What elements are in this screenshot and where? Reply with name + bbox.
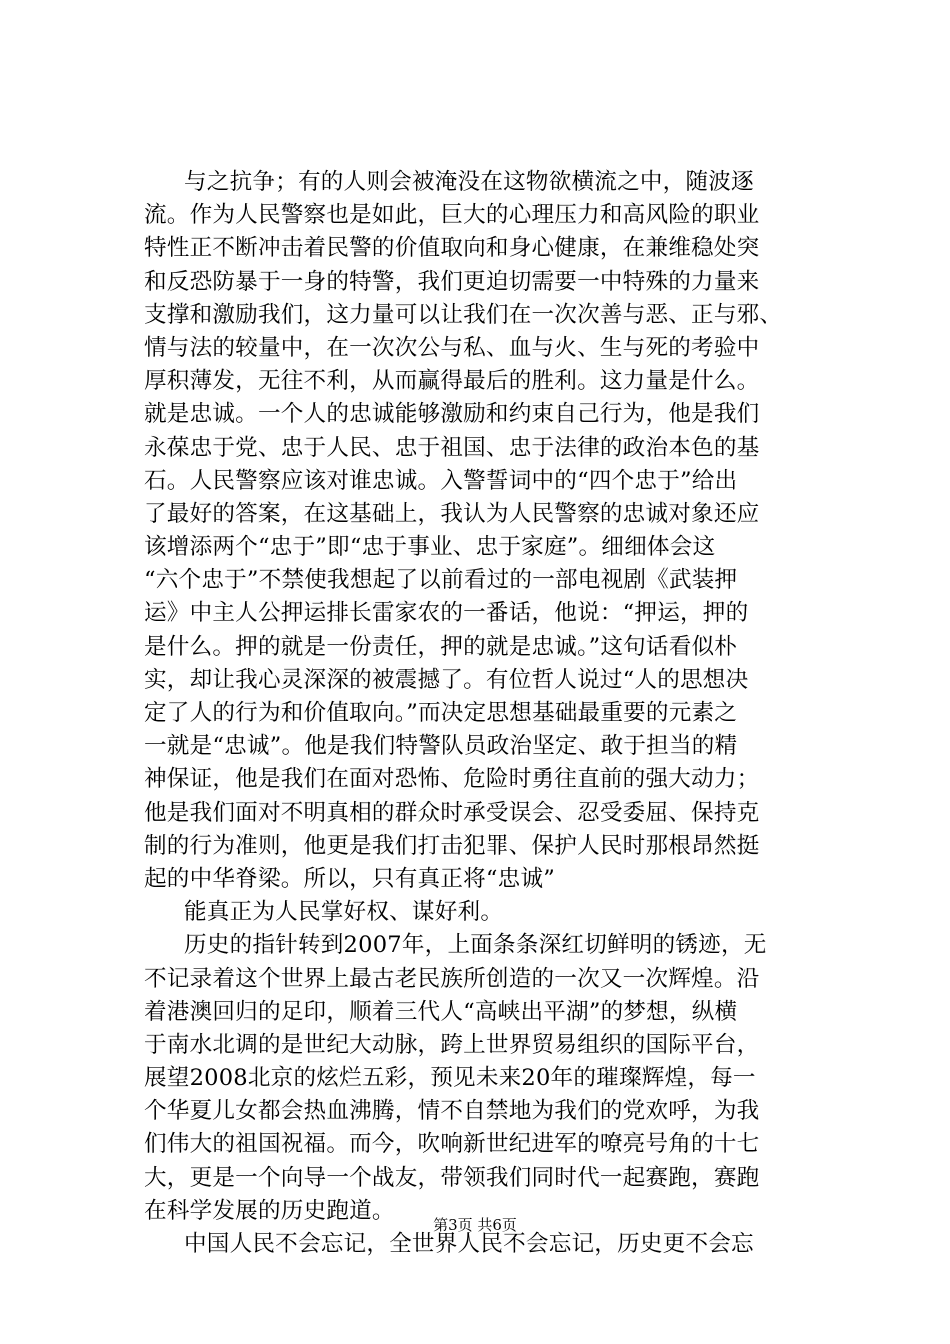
text-line: 特性正不断冲击着民警的价值取向和身心健康，在兼维稳处突 (144, 235, 760, 262)
text-line: 厚积薄发，无往不利，从而赢得最后的胜利。这力量是什么。 (144, 368, 760, 395)
text-line: 流。作为人民警察也是如此，巨大的心理压力和高风险的职业 (144, 202, 760, 229)
text-line: 不记录着这个世界上最古老民族所创造的一次又一次辉煌。沿 (144, 965, 760, 992)
text-line: 是什么。押的就是一份责任，押的就是忠诚。”这句话看似朴 (144, 633, 738, 660)
text-line: 神保证，他是我们在面对恐怖、危险时勇往直前的强大动力； (144, 766, 760, 793)
text-line: 个华夏儿女都会热血沸腾，情不自禁地为我们的党欢呼，为我 (144, 1098, 760, 1125)
text-line: 中国人民不会忘记，全世界人民不会忘记，历史更不会忘 (184, 1231, 754, 1257)
text-line: 能真正为人民掌好权、谋好利。 (184, 899, 504, 926)
text-line: 就是忠诚。一个人的忠诚能够激励和约束自己行为，他是我们 (144, 401, 760, 428)
text-line: 他是我们面对不明真相的群众时承受误会、忍受委屈、保持克 (144, 799, 760, 826)
text-line: 支撑和激励我们，这力量可以让我们在一次次善与恶、正与邪、 (144, 301, 783, 328)
text-line: 永葆忠于党、忠于人民、忠于祖国、忠于法律的政治本色的基 (144, 434, 760, 461)
text-line: 制的行为准则，他更是我们打击犯罪、保护人民时那根昂然挺 (144, 832, 760, 859)
text-line: 历史的指针转到2007年，上面条条深红切鲜明的锈迹，无 (184, 932, 767, 959)
text-line: 和反恐防暴于一身的特警，我们更迫切需要一中特殊的力量来 (144, 268, 760, 295)
text-line: 情与法的较量中，在一次次公与私、血与火、生与死的考验中 (144, 334, 760, 361)
text-line: 实，却让我心灵深深的被震撼了。有位哲人说过“人的思想决 (144, 666, 749, 693)
text-line: 该增添两个“忠于”即“忠于事业、忠于家庭”。细细体会这 (144, 534, 716, 561)
text-line: 一就是“忠诚”。他是我们特警队员政治坚定、敢于担当的精 (144, 733, 738, 760)
text-line: 在科学发展的历史跑道。 (144, 1197, 395, 1224)
text-line: 起的中华脊梁。所以，只有真正将“忠诚” (144, 865, 555, 892)
text-line: 石。人民警察应该对谁忠诚。入警誓词中的“四个忠于”给出 (144, 467, 738, 494)
text-line: 定了人的行为和价值取向。”而决定思想基础最重要的元素之 (144, 700, 738, 726)
text-line: 们伟大的祖国祝福。而今，吹响新世纪进军的嘹亮号角的十七 (144, 1131, 760, 1158)
text-line: 运》中主人公押运排长雷家农的一番话，他说：“押运，押的 (144, 600, 749, 627)
text-line: 大，更是一个向导一个战友，带领我们同时代一起赛跑，赛跑 (144, 1164, 760, 1191)
body-text (144, 166, 824, 1261)
page-footer (0, 1215, 950, 1235)
page-number-label: 第3页 共6页 (433, 1216, 517, 1234)
text-line: 与之抗争；有的人则会被淹没在这物欲横流之中，随波逐 (184, 169, 754, 195)
text-line: 展望2008北京的炫烂五彩，预见未来20年的璀璨辉煌，每一 (144, 1065, 756, 1092)
text-line: 了最好的答案，在这基础上，我认为人民警察的忠诚对象还应 (144, 500, 760, 527)
text-line: “六个忠于”不禁使我想起了以前看过的一部电视剧《武装押 (144, 567, 738, 594)
text-line: 着港澳回归的足印，顺着三代人“高峡出平湖”的梦想，纵横 (144, 998, 738, 1025)
text-line: 于南水北调的是世纪大动脉，跨上世界贸易组织的国际平台， (144, 1031, 760, 1058)
